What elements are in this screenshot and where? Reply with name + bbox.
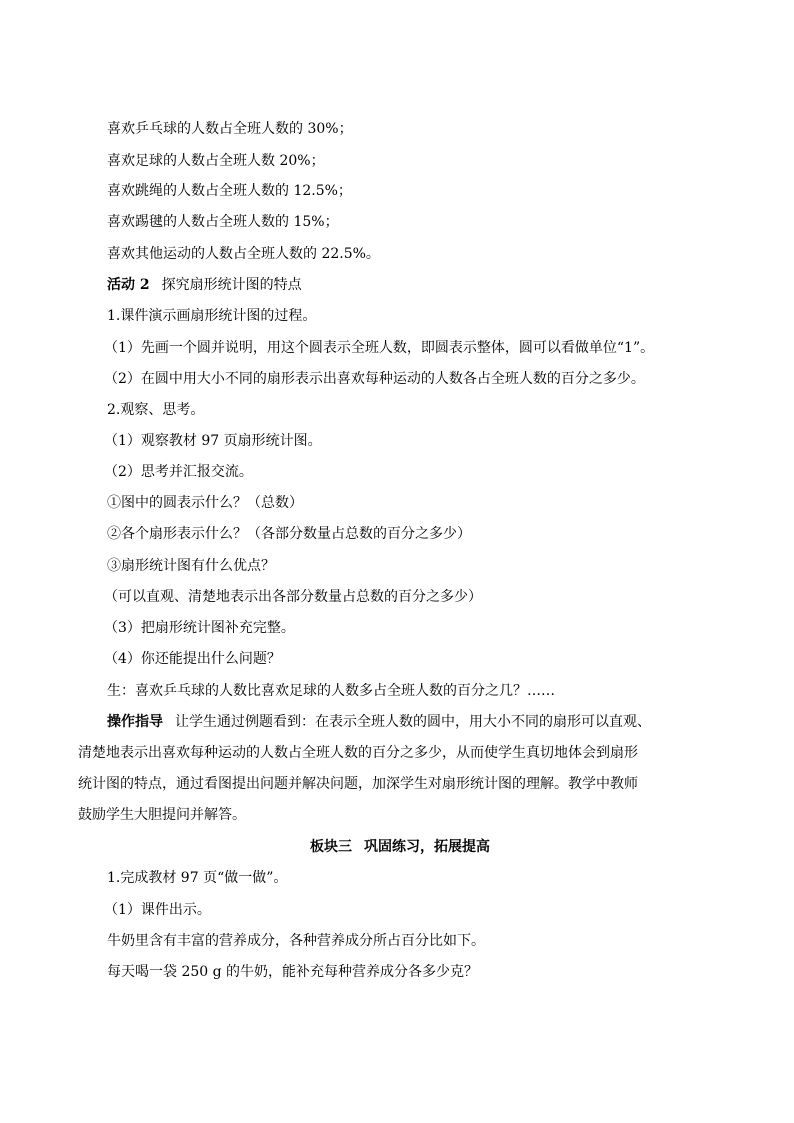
text-line: （1）课件出示。 bbox=[104, 902, 211, 918]
text-line: （1）先画一个圆并说明，用这个圆表示全班人数，即圆表示整体，圆可以看做单位“1”。 bbox=[104, 340, 655, 356]
text-line: 鼓励学生大胆提问并解答。 bbox=[78, 807, 246, 823]
text-line: （2）在圆中用大小不同的扇形表示出喜欢每种运动的人数各占全班人数的百分之多少。 bbox=[104, 371, 645, 387]
guide-label: 操作指导 bbox=[107, 714, 163, 730]
text-line: 2.观察、思考。 bbox=[107, 402, 205, 418]
text-line: （1）观察教材 97 页扇形统计图。 bbox=[104, 433, 322, 449]
text-line: 清楚地表示出喜欢每种运动的人数占全班人数的百分之多少，从而使学生真切地体会到扇形 bbox=[78, 745, 638, 761]
text-line: 生：喜欢乒乓球的人数比喜欢足球的人数多占全班人数的百分之几？…… bbox=[107, 683, 555, 699]
text-line: ①图中的圆表示什么？（总数） bbox=[107, 495, 303, 511]
text-line: 1.完成教材 97 页“做一做”。 bbox=[107, 870, 288, 886]
section-label: 板块三 bbox=[310, 839, 352, 855]
text-line: 每天喝一袋 250 g 的牛奶，能补充每种营养成分各多少克？ bbox=[107, 964, 479, 980]
text-line: （可以直观、清楚地表示出各部分数量占总数的百分之多少） bbox=[104, 589, 482, 605]
guide-text: 让学生通过例题看到：在表示全班人数的圆中，用大小不同的扇形可以直观、 bbox=[175, 714, 651, 730]
text-line: 喜欢其他运动的人数占全班人数的 22.5%。 bbox=[107, 246, 380, 262]
activity-title: 探究扇形统计图的特点 bbox=[161, 277, 302, 293]
activity-heading bbox=[107, 275, 302, 295]
text-line: （2）思考并汇报交流。 bbox=[104, 464, 253, 480]
section-title: 巩固练习，拓展提高 bbox=[364, 839, 490, 855]
text-line: ②各个扇形表示什么？（各部分数量占总数的百分之多少） bbox=[107, 526, 471, 542]
text-line: 1.课件演示画扇形统计图的过程。 bbox=[107, 308, 317, 324]
text-line: 喜欢乒乓球的人数占全班人数的 30%； bbox=[107, 121, 353, 137]
guide-paragraph bbox=[107, 712, 651, 732]
activity-label: 活动 2 bbox=[107, 277, 150, 293]
text-line: （3）把扇形统计图补充完整。 bbox=[104, 620, 295, 636]
text-line: 喜欢足球的人数占全班人数 20%； bbox=[107, 153, 325, 169]
text-line: 牛奶里含有丰富的营养成分，各种营养成分所占百分比如下。 bbox=[107, 933, 485, 949]
text-line: （4）你还能提出什么问题？ bbox=[104, 651, 281, 667]
section-heading bbox=[310, 837, 490, 857]
text-line: 喜欢跳绳的人数占全班人数的 12.5%； bbox=[107, 183, 352, 199]
text-line: ③扇形统计图有什么优点？ bbox=[107, 558, 275, 574]
text-line: 喜欢踢毽的人数占全班人数的 15%； bbox=[107, 214, 339, 230]
text-line: 统计图的特点，通过看图提出问题并解决问题，加深学生对扇形统计图的理解。教学中教师 bbox=[78, 776, 638, 792]
